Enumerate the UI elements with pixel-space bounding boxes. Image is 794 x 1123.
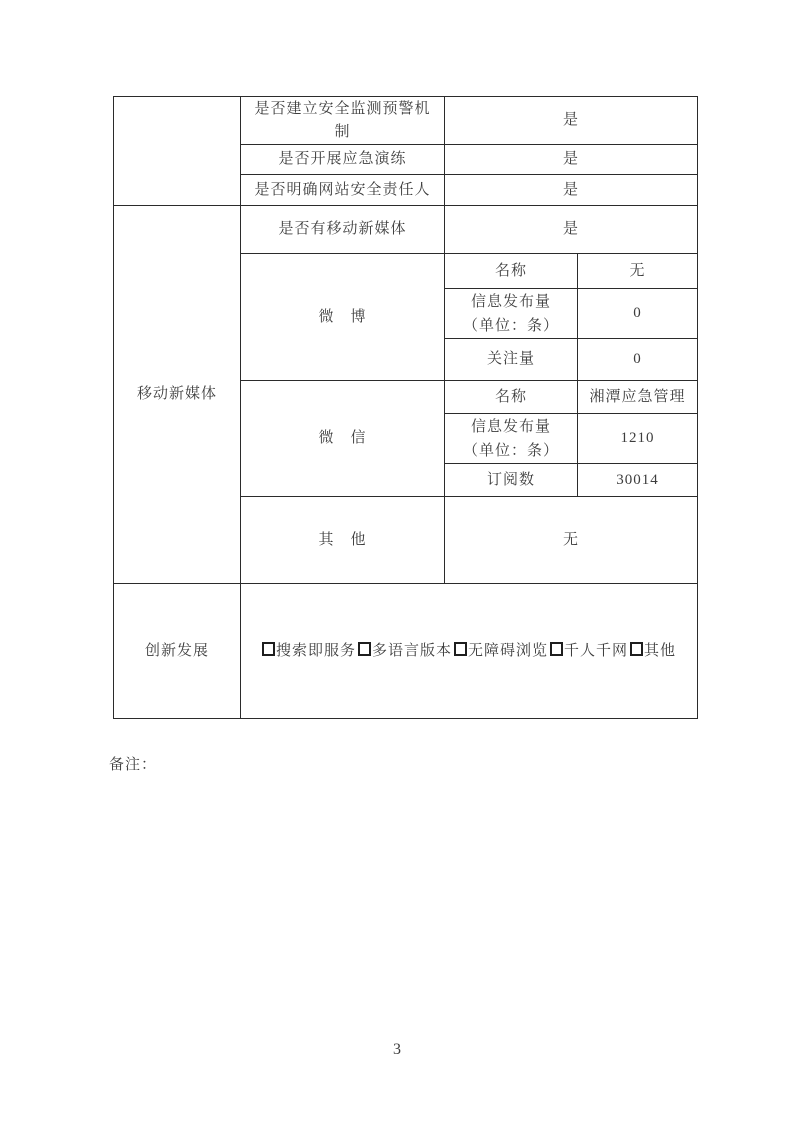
label-cell-wechat-subscribers: 订阅数 [445, 464, 578, 497]
innovation-options-cell [241, 584, 698, 719]
checkbox-unchecked-icon [630, 642, 643, 656]
media-cell-other: 其 他 [241, 497, 445, 584]
label-cell-weibo-name: 名称 [445, 254, 578, 289]
question-cell-emergency-drill: 是否开展应急演练 [241, 145, 445, 175]
media-cell-weibo: 微 博 [241, 254, 445, 381]
value-cell-wechat-name: 湘潭应急管理 [578, 381, 698, 414]
value-cell-weibo-publish-volume: 0 [578, 289, 698, 339]
checkbox-unchecked-icon [262, 642, 275, 656]
label-cell-weibo-followers: 关注量 [445, 339, 578, 381]
value-cell-wechat-publish-volume: 1210 [578, 414, 698, 464]
answer-cell-security-monitoring: 是 [445, 97, 698, 145]
innovation-option-label: 多语言版本 [371, 642, 452, 659]
section-cell-mobile-media: 移动新媒体 [114, 206, 241, 584]
checkbox-unchecked-icon [358, 642, 371, 656]
innovation-option-personalized [548, 643, 628, 659]
remarks-label: 备注： [109, 757, 158, 773]
value-cell-weibo-followers: 0 [578, 339, 698, 381]
answer-cell-security-responsible-person: 是 [445, 175, 698, 206]
innovation-option-label: 千人千网 [564, 642, 629, 659]
label-weibo-publish-line1: 信息发布量 [470, 293, 551, 310]
section-cell-continuation-empty [114, 97, 241, 206]
label-wechat-publish-line2: （单位：条） [462, 442, 559, 459]
label-weibo-publish-line2: （单位：条） [462, 317, 559, 334]
value-cell-weibo-name: 无 [578, 254, 698, 289]
innovation-option-label: 无障碍浏览 [468, 642, 549, 659]
label-wechat-publish-line1: 信息发布量 [470, 418, 551, 435]
question-cell-security-responsible-person: 是否明确网站安全责任人 [241, 175, 445, 206]
answer-cell-has-mobile-media: 是 [445, 206, 698, 254]
innovation-option-accessibility [452, 643, 548, 659]
question-cell-has-mobile-media: 是否有移动新媒体 [241, 206, 445, 254]
innovation-option-label: 其他 [644, 642, 677, 659]
checkbox-unchecked-icon [454, 642, 467, 656]
checkbox-unchecked-icon [550, 642, 563, 656]
innovation-option-search-as-service [262, 643, 356, 659]
innovation-option-label: 搜索即服务 [275, 642, 356, 659]
media-cell-wechat: 微 信 [241, 381, 445, 497]
innovation-option-other [628, 643, 676, 659]
label-cell-wechat-publish-volume [445, 414, 578, 464]
question-cell-security-monitoring: 是否建立安全监测预警机制 [241, 97, 445, 145]
label-cell-weibo-publish-volume [445, 289, 578, 339]
section-cell-innovation: 创新发展 [114, 584, 241, 719]
page-number: 3 [393, 1041, 401, 1058]
report-table [113, 96, 698, 719]
value-cell-wechat-subscribers: 30014 [578, 464, 698, 497]
answer-cell-other-media: 无 [445, 497, 698, 584]
innovation-option-multilingual [356, 643, 452, 659]
answer-cell-emergency-drill: 是 [445, 145, 698, 175]
label-cell-wechat-name: 名称 [445, 381, 578, 414]
